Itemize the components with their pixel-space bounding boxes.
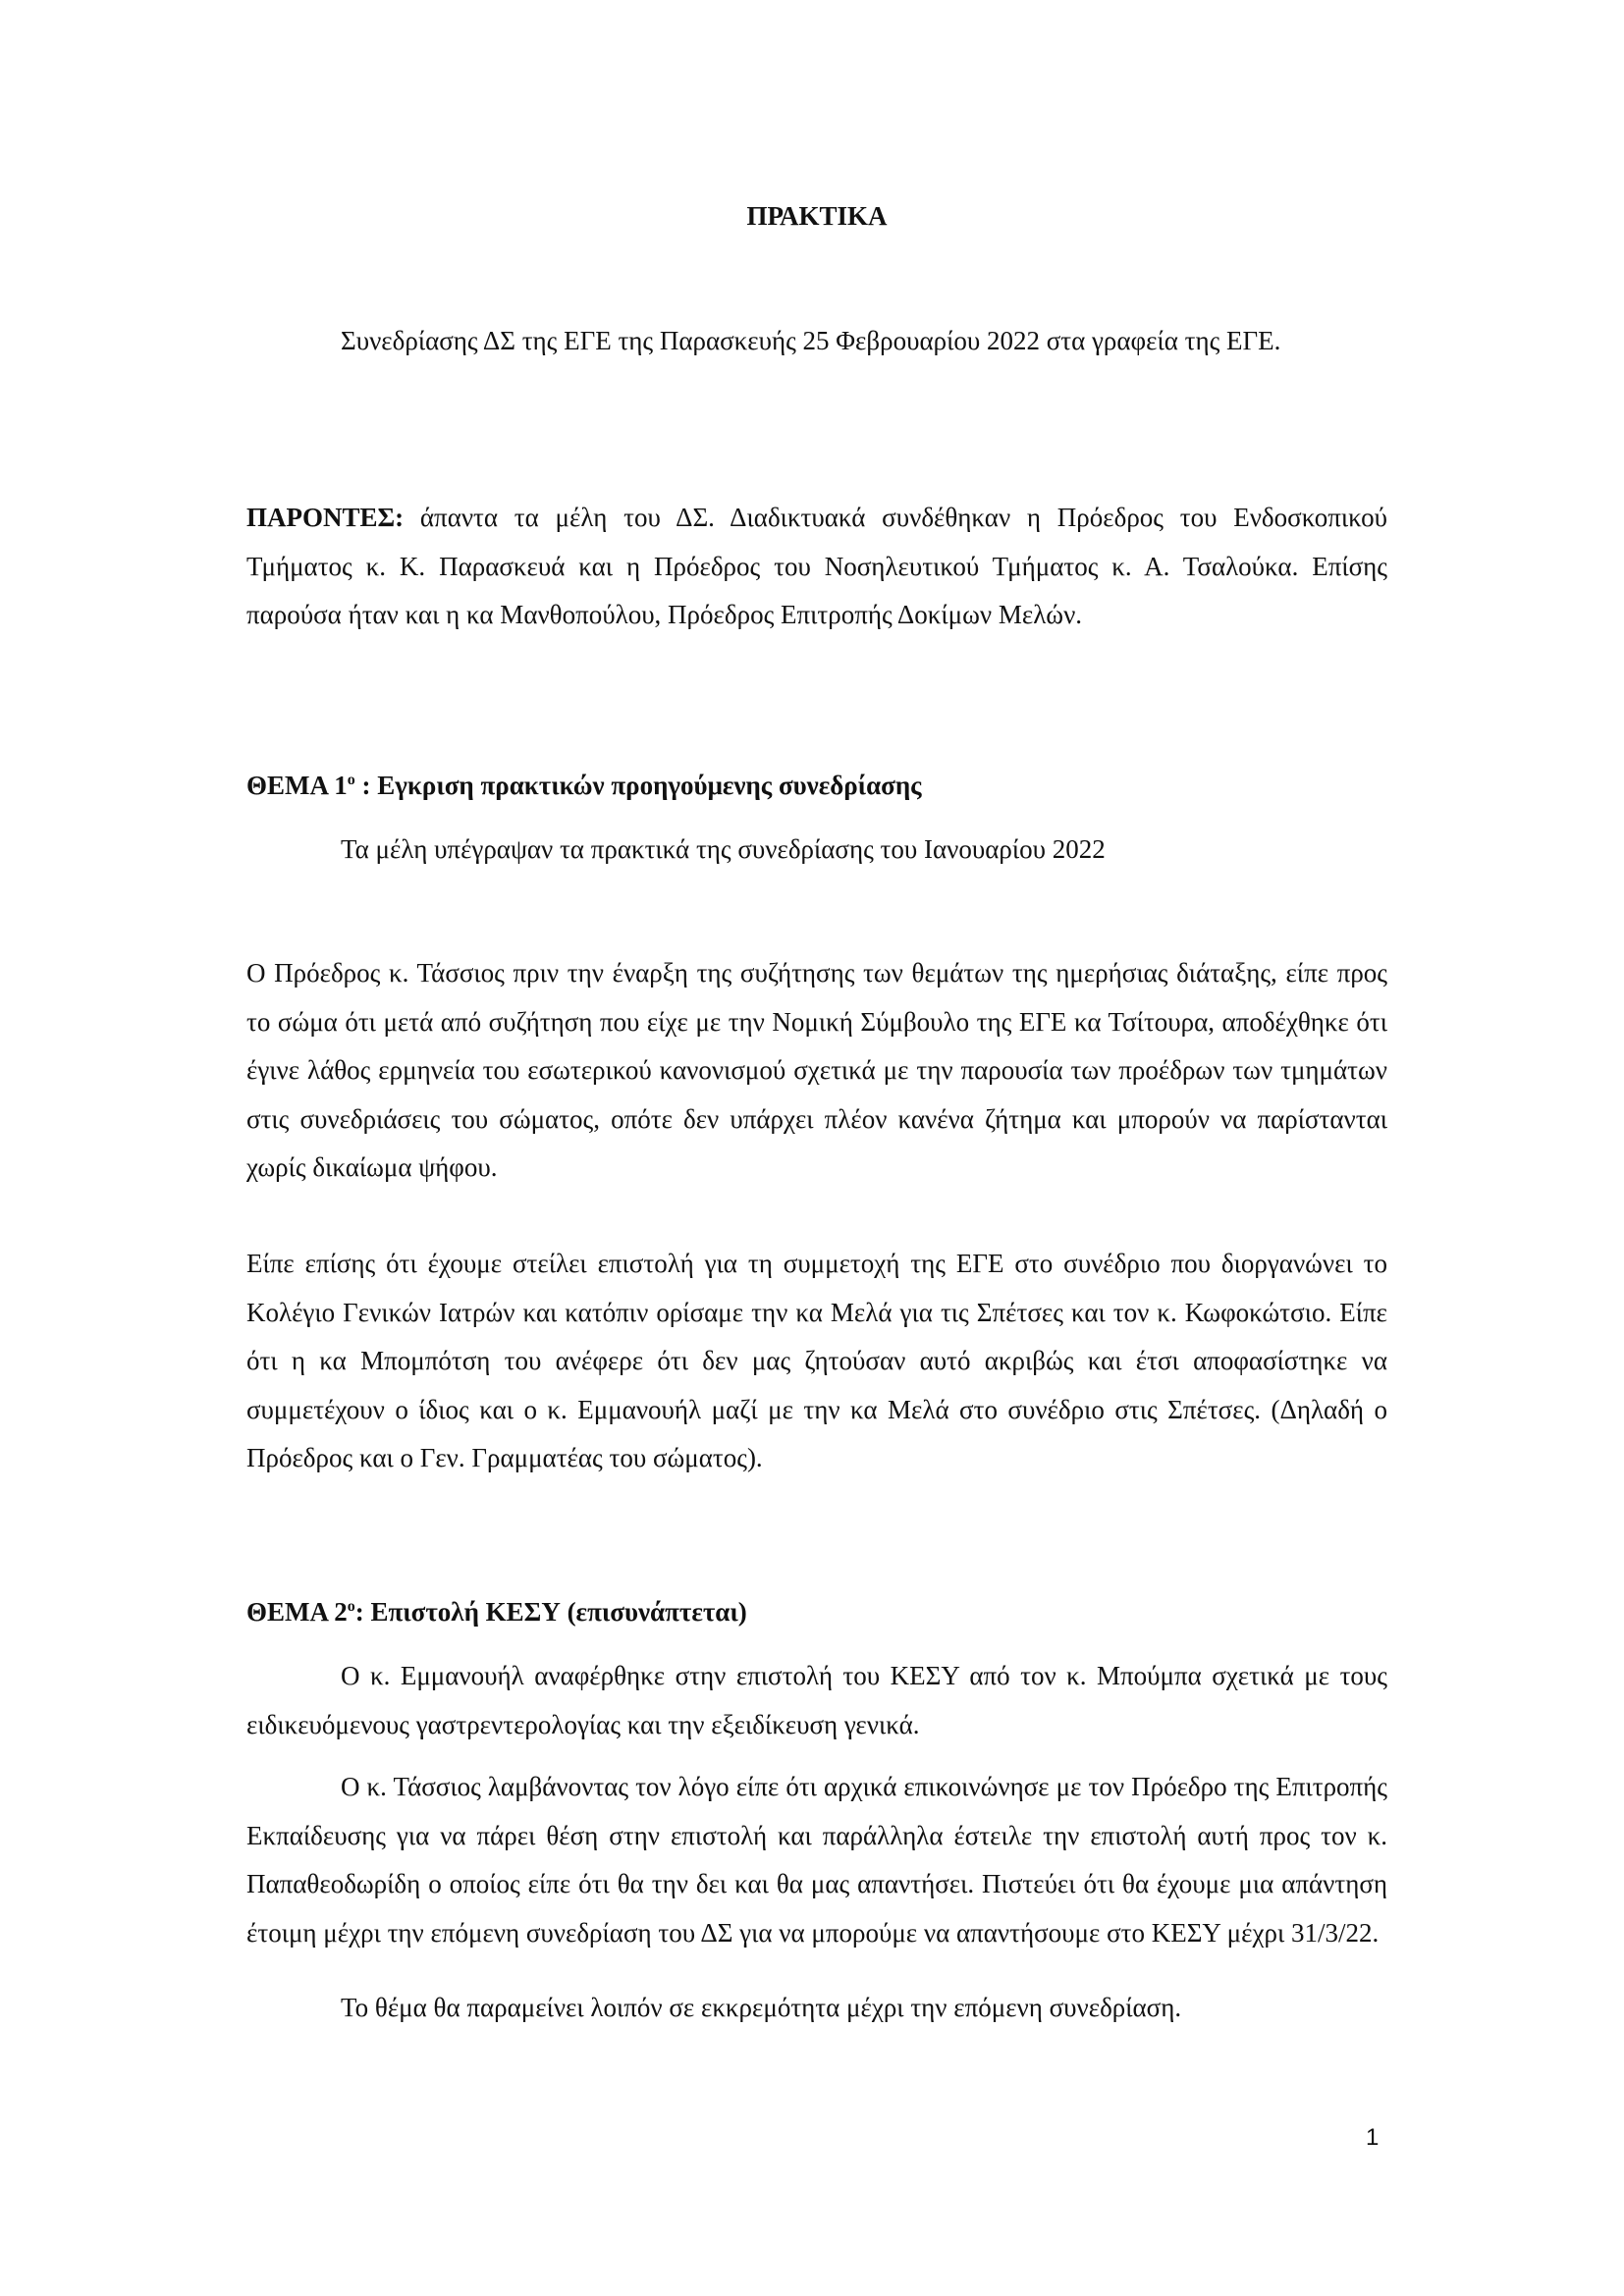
topic-2-label: ΘΕΜΑ 2: [246, 1597, 348, 1627]
topic-2-paragraph-3: Το θέμα θα παραμείνει λοιπόν σε εκκρεμότητα μέχρι την επόμενη συνεδρίαση.: [341, 1993, 1182, 2022]
topic-1-ordinal: ο: [347, 772, 355, 788]
document-title: ΠΡΑΚΤΙΚΑ: [746, 201, 888, 231]
attendees-label: ΠΑΡΟΝΤΕΣ:: [246, 503, 405, 532]
intro-paragraph: Συνεδρίασης ΔΣ της ΕΓΕ της Παρασκευής 25 Φεβρουαρίου 2022 στα γραφεία της ΕΓΕ.: [341, 326, 1281, 355]
topic-2-paragraph-2: Ο κ. Τάσσιος λαμβάνοντας τον λόγο είπε ότι αρχικά επικοινώνησε με τον Πρόεδρο της Επιτροπής Εκπαίδευσης για να πάρει θέση στην επιστολή και παράλληλα έστειλε την επιστολή αυτή προς τον κ. Παπαθεοδωρίδη ο οποίος είπε ότι θα την δει και θα μας απαντήσει. Πιστεύει ότι θα έχουμε μια απάντηση έτοιμη μέχρι την επόμενη συνεδρίαση του ΔΣ για να μπορούμε να απαντήσουμε στο ΚΕΣΥ μέχρι 31/3/22.: [246, 1772, 1387, 1948]
topic-2-paragraph-1: Ο κ. Εμμανουήλ αναφέρθηκε στην επιστολή του ΚΕΣΥ από τον κ. Μπούμπα σχετικά με τους ειδικευόμενους γαστρεντερολογίας και την εξειδίκευση γενικά.: [246, 1661, 1387, 1739]
topic-1-title: : Εγκριση πρακτικών προηγούμενης συνεδρίασης: [354, 771, 922, 800]
topic-1-heading: [246, 762, 922, 811]
attendees-text: άπαντα τα μέλη του ΔΣ. Διαδικτυακά συνδέθηκαν η Πρόεδρος του Ενδοσκοπικού Τμήματος κ. Κ. Παρασκευά και η Πρόεδρος του Νοσηλευτικού Τμήματος κ. Α. Τσαλούκα. Επίσης παρούσα ήταν και η κα Μανθοπούλου, Πρόεδρος Επιτροπής Δοκίμων Μελών.: [246, 503, 1387, 629]
topic-2-title: : Επιστολή ΚΕΣΥ (επισυνάπτεται): [354, 1597, 747, 1627]
topic-1-body: Τα μέλη υπέγραψαν τα πρακτικά της συνεδρίασης του Ιανουαρίου 2022: [341, 834, 1106, 864]
page-number: 1: [1366, 2124, 1380, 2151]
letter-paragraph: Είπε επίσης ότι έχουμε στείλει επιστολή για τη συμμετοχή της ΕΓΕ στο συνέδριο που διοργανώνει το Κολέγιο Γενικών Ιατρών και κατόπιν ορίσαμε την κα Μελά για τις Σπέτσες και τον κ. Κωφοκώτσιο. Είπε ότι η κα Μπομπότση του ανέφερε ότι δεν μας ζητούσαν αυτό ακριβώς και έτσι αποφασίστηκε να συμμετέχουν ο ίδιος και ο κ. Εμμανουήλ μαζί με την κα Μελά στο συνέδριο στις Σπέτσες. (Δηλαδή ο Πρόεδρος και ο Γεν. Γραμματέας του σώματος).: [246, 1249, 1387, 1472]
topic-1-label: ΘΕΜΑ 1: [246, 771, 348, 800]
president-statement-paragraph: Ο Πρόεδρος κ. Τάσσιος πριν την έναρξη της συζήτησης των θεμάτων της ημερήσιας διάταξης, είπε προς το σώμα ότι μετά από συζήτηση που είχε με την Νομική Σύμβουλο της ΕΓΕ κα Τσίτουρα, αποδέχθηκε ότι έγινε λάθος ερμηνεία του εσωτερικού κανονισμού σχετικά με την παρουσία των προέδρων των τμημάτων στις συνεδριάσεις του σώματος, οπότε δεν υπάρχει πλέον κανένα ζήτημα και μπορούν να παρίστανται χωρίς δικαίωμα ψήφου.: [246, 958, 1387, 1182]
topic-2-ordinal: ο: [347, 1598, 355, 1615]
topic-2-heading: [246, 1588, 747, 1637]
attendees-paragraph: [246, 494, 1387, 640]
